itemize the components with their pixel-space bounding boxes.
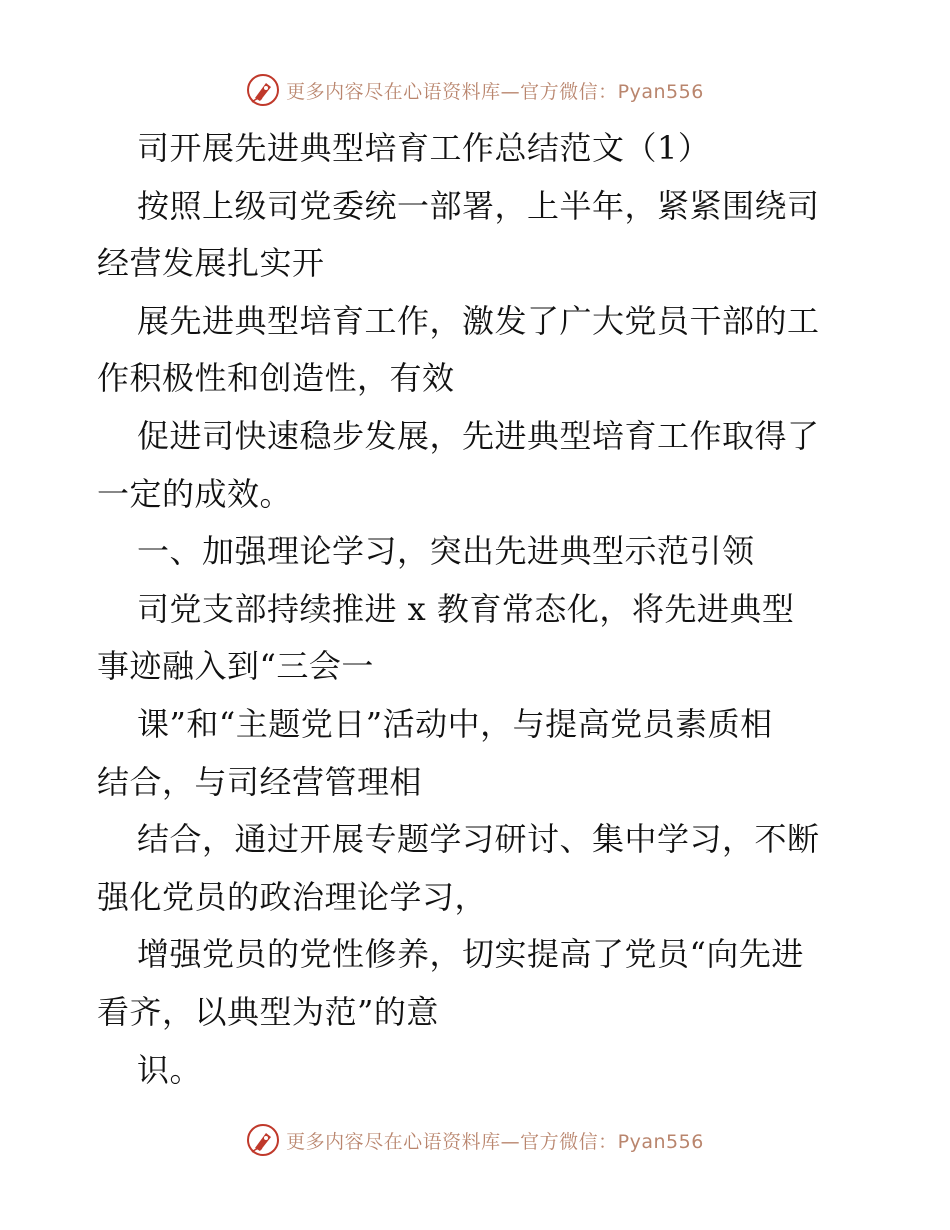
paragraph-line: 司党支部持续推进 x 教育常态化，将先进典型 — [137, 589, 795, 628]
watermark-text: 更多内容尽在心语资料库—官方微信：Pyan556 — [286, 80, 704, 103]
document-body — [97, 120, 857, 1099]
paragraph-line: 展先进典型培育工作，激发了广大党员干部的工 — [137, 301, 820, 340]
paragraph-line: 看齐，以典型为范”的意 — [97, 992, 439, 1031]
section-heading: 一、加强理论学习，突出先进典型示范引领 — [137, 532, 755, 571]
paragraph-line: 促进司快速稳步发展，先进典型培育工作取得了 — [137, 416, 820, 455]
header-watermark-banner — [0, 70, 950, 110]
pen-nib-logo-icon — [246, 1123, 280, 1157]
paragraph-line: 课”和“主题党日”活动中，与提高党员素质相 — [137, 704, 773, 743]
paragraph-line: 按照上级司党委统一部署，上半年，紧紧围绕司 — [137, 186, 820, 225]
footer-watermark-banner — [0, 1120, 950, 1160]
watermark-text: 更多内容尽在心语资料库—官方微信：Pyan556 — [286, 1130, 704, 1153]
paragraph-line: 强化党员的政治理论学习， — [97, 877, 488, 916]
pen-nib-logo-icon — [246, 73, 280, 107]
document-title: 司开展先进典型培育工作总结范文（1） — [137, 129, 711, 167]
paragraph-line: 事迹融入到“三会一 — [97, 647, 374, 686]
paragraph-line: 经营发展扎实开 — [97, 244, 325, 283]
paragraph-line: 结合，与司经营管理相 — [97, 762, 423, 801]
paragraph-line: 增强党员的党性修养，切实提高了党员“向先进 — [137, 935, 804, 974]
paragraph-line: 识。 — [137, 1050, 203, 1089]
paragraph-line: 作积极性和创造性，有效 — [97, 359, 455, 398]
paragraph-line: 结合，通过开展专题学习研讨、集中学习，不断 — [137, 820, 820, 859]
paragraph-line: 一定的成效。 — [97, 474, 293, 513]
